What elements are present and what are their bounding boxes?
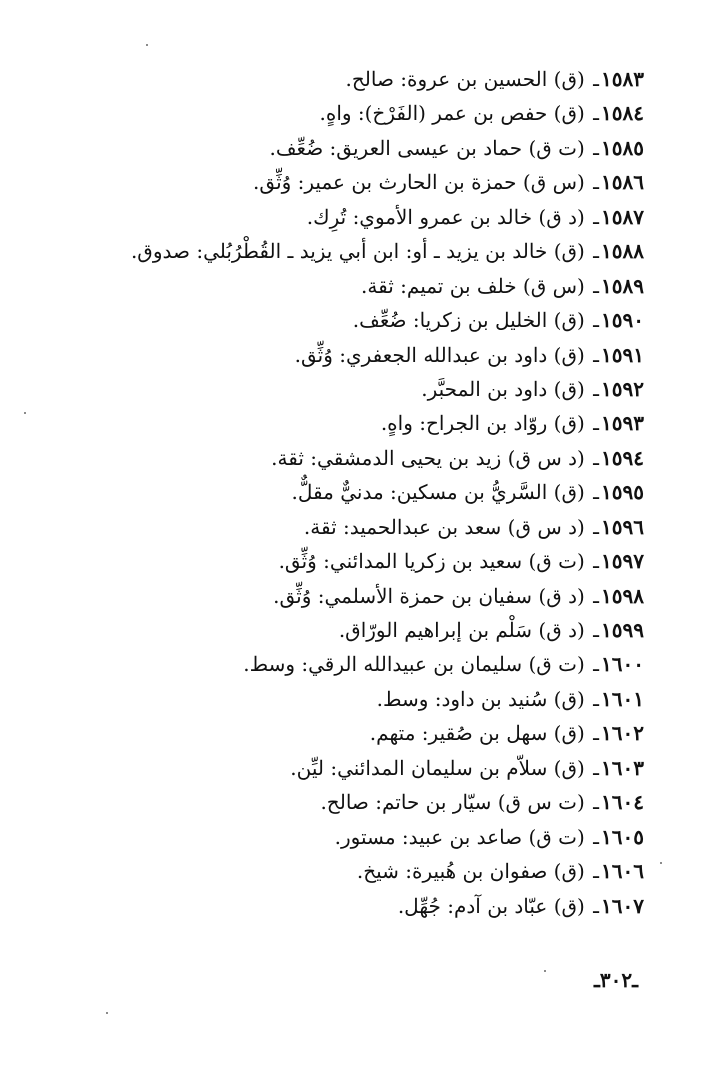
- entry-number: ١٥٩٩: [601, 618, 644, 642]
- entry-text: (س ق) حمزة بن الحارث بن عمير: وُثِّق.: [253, 170, 585, 195]
- entry-row: [44, 131, 644, 165]
- entry-text: (ت ق) سليمان بن عبيدالله الرقي: وسط.: [243, 652, 585, 677]
- entry-text: (د س ق) سعد بن عبدالحميد: ثقة.: [303, 514, 585, 539]
- entry-text: (ت ق) سعيد بن زكريا المدائني: وُثِّق.: [278, 549, 585, 574]
- entry-dash: ـ: [586, 686, 600, 711]
- entry-number: ١٥٨٣: [601, 67, 644, 91]
- entry-text: (د ق) خالد بن عمرو الأموي: تُرِك.: [306, 204, 585, 229]
- entry-dash: ـ: [586, 445, 600, 470]
- entry-row: [44, 854, 644, 888]
- entry-row: [44, 441, 644, 475]
- entry-number: ١٥٩١: [601, 342, 644, 367]
- entry-text: (ت س ق) سيّار بن حاتم: صالح.: [320, 790, 585, 815]
- entry-dash: ـ: [586, 514, 600, 539]
- entry-text: (ق) السَّريُّ بن مسكين: مدنيٌّ مقلٌّ.: [291, 480, 585, 505]
- entry-dash: ـ: [586, 618, 600, 642]
- entry-dash: ـ: [586, 480, 600, 505]
- entry-dash: ـ: [586, 135, 600, 160]
- entry-dash: ـ: [586, 342, 600, 367]
- entry-row: [44, 889, 644, 923]
- entry-dash: ـ: [586, 755, 600, 780]
- entry-number: ١٦٠٧: [601, 893, 644, 918]
- entry-dash: ـ: [586, 101, 600, 126]
- entry-text: (ق) عبّاد بن آدم: جُهِّل.: [397, 893, 585, 918]
- entry-text: (ق) داود بن عبدالله الجعفري: وُثِّق.: [294, 342, 585, 367]
- entry-dash: ـ: [586, 411, 600, 436]
- entry-dash: ـ: [586, 790, 600, 815]
- entry-row: [44, 269, 644, 303]
- entry-dash: ـ: [586, 652, 600, 677]
- entry-text: (ق) الحسين بن عروة: صالح.: [345, 67, 585, 91]
- entry-row: [44, 613, 644, 647]
- entry-row: [44, 303, 644, 337]
- entry-row: [44, 406, 644, 440]
- entry-number: ١٥٩٨: [601, 583, 644, 608]
- scan-speck: [146, 44, 148, 46]
- entry-number: ١٦٠٥: [601, 824, 644, 849]
- entry-row: [44, 96, 644, 130]
- scan-speck: [106, 1012, 108, 1014]
- entry-text: (ق) حفص بن عمر (الفَرْخ): واهٍ.: [319, 101, 585, 126]
- entry-number: ١٥٩٠: [601, 308, 644, 333]
- entry-text: (ق) صفوان بن هُبيرة: شيخ.: [356, 859, 585, 884]
- entry-number: ١٦٠٦: [601, 859, 644, 884]
- entry-dash: ـ: [586, 893, 600, 918]
- entry-row: [44, 165, 644, 199]
- entry-text: (ت ق) صاعد بن عبيد: مستور.: [334, 824, 585, 849]
- entry-text: (ق) سلاّم بن سليمان المدائني: ليِّن.: [290, 755, 585, 780]
- entry-text: (ق) داود بن المحبَّر.: [421, 376, 585, 401]
- entry-dash: ـ: [586, 583, 600, 608]
- entry-row: [44, 820, 644, 854]
- entry-number: ١٦٠٣: [601, 755, 644, 780]
- entry-dash: ـ: [586, 273, 600, 298]
- scan-speck: [544, 970, 546, 972]
- scan-speck: [24, 412, 26, 414]
- entries-list: [44, 62, 644, 923]
- entry-number: ١٦٠٢: [601, 721, 644, 746]
- entry-number: ١٥٩٢: [601, 376, 644, 401]
- entry-dash: ـ: [586, 239, 600, 264]
- entry-row: [44, 510, 644, 544]
- entry-dash: ـ: [586, 67, 600, 91]
- entry-dash: ـ: [586, 376, 600, 401]
- entry-text: (ت ق) حماد بن عيسى العريق: ضُعِّف.: [269, 135, 585, 160]
- scan-speck: [660, 862, 662, 864]
- entry-row: [44, 234, 644, 268]
- entry-row: [44, 372, 644, 406]
- entry-number: ١٥٩٦: [601, 514, 644, 539]
- entry-text: (ق) روّاد بن الجراح: واهٍ.: [380, 411, 585, 436]
- entry-dash: ـ: [586, 721, 600, 746]
- entry-number: ١٥٩٣: [601, 411, 644, 436]
- entry-row: [44, 544, 644, 578]
- entry-text: (ق) خالد بن يزيد ـ أو: ابن أبي يزيد ـ القُطْرُبُلي: صدوق.: [130, 239, 585, 264]
- entry-text: (د ق) سفيان بن حمزة الأسلمي: وُثِّق.: [273, 583, 585, 608]
- entry-number: ١٥٩٧: [601, 549, 644, 574]
- entry-row: [44, 62, 644, 96]
- entry-dash: ـ: [586, 308, 600, 333]
- entry-number: ١٥٨٤: [601, 101, 644, 126]
- entry-row: [44, 751, 644, 785]
- entry-number: ١٦٠٤: [601, 790, 644, 815]
- entry-number: ١٦٠١: [601, 686, 644, 711]
- entry-text: (د ق) سَلْم بن إبراهيم الورّاق.: [338, 618, 585, 642]
- entry-number: ١٥٨٥: [601, 135, 644, 160]
- entry-dash: ـ: [586, 170, 600, 195]
- entry-row: [44, 716, 644, 750]
- entry-text: (ق) الخليل بن زكريا: ضُعِّف.: [352, 308, 585, 333]
- entry-row: [44, 200, 644, 234]
- entry-text: (س ق) خلف بن تميم: ثقة.: [361, 273, 585, 298]
- entry-row: [44, 785, 644, 819]
- entry-row: [44, 682, 644, 716]
- entry-number: ١٥٩٥: [601, 480, 644, 505]
- entry-dash: ـ: [586, 549, 600, 574]
- entry-number: ١٥٩٤: [601, 445, 644, 470]
- entry-text: (ق) سُنيد بن داود: وسط.: [376, 686, 585, 711]
- entry-dash: ـ: [586, 204, 600, 229]
- entry-number: ١٥٨٦: [601, 170, 644, 195]
- entry-text: (د س ق) زيد بن يحيى الدمشقي: ثقة.: [271, 445, 585, 470]
- entry-row: [44, 475, 644, 509]
- entry-number: ١٥٨٩: [601, 273, 644, 298]
- entry-number: ١٦٠٠: [601, 652, 644, 677]
- entry-number: ١٥٨٧: [601, 204, 644, 229]
- entry-text: (ق) سهل بن صُقير: متهم.: [369, 721, 585, 746]
- entry-number: ١٥٨٨: [601, 239, 644, 264]
- entry-row: [44, 338, 644, 372]
- entry-row: [44, 579, 644, 613]
- entry-dash: ـ: [586, 824, 600, 849]
- entry-dash: ـ: [586, 859, 600, 884]
- entry-row: [44, 647, 644, 681]
- page-number: ـ٣٠٢ـ: [594, 968, 638, 992]
